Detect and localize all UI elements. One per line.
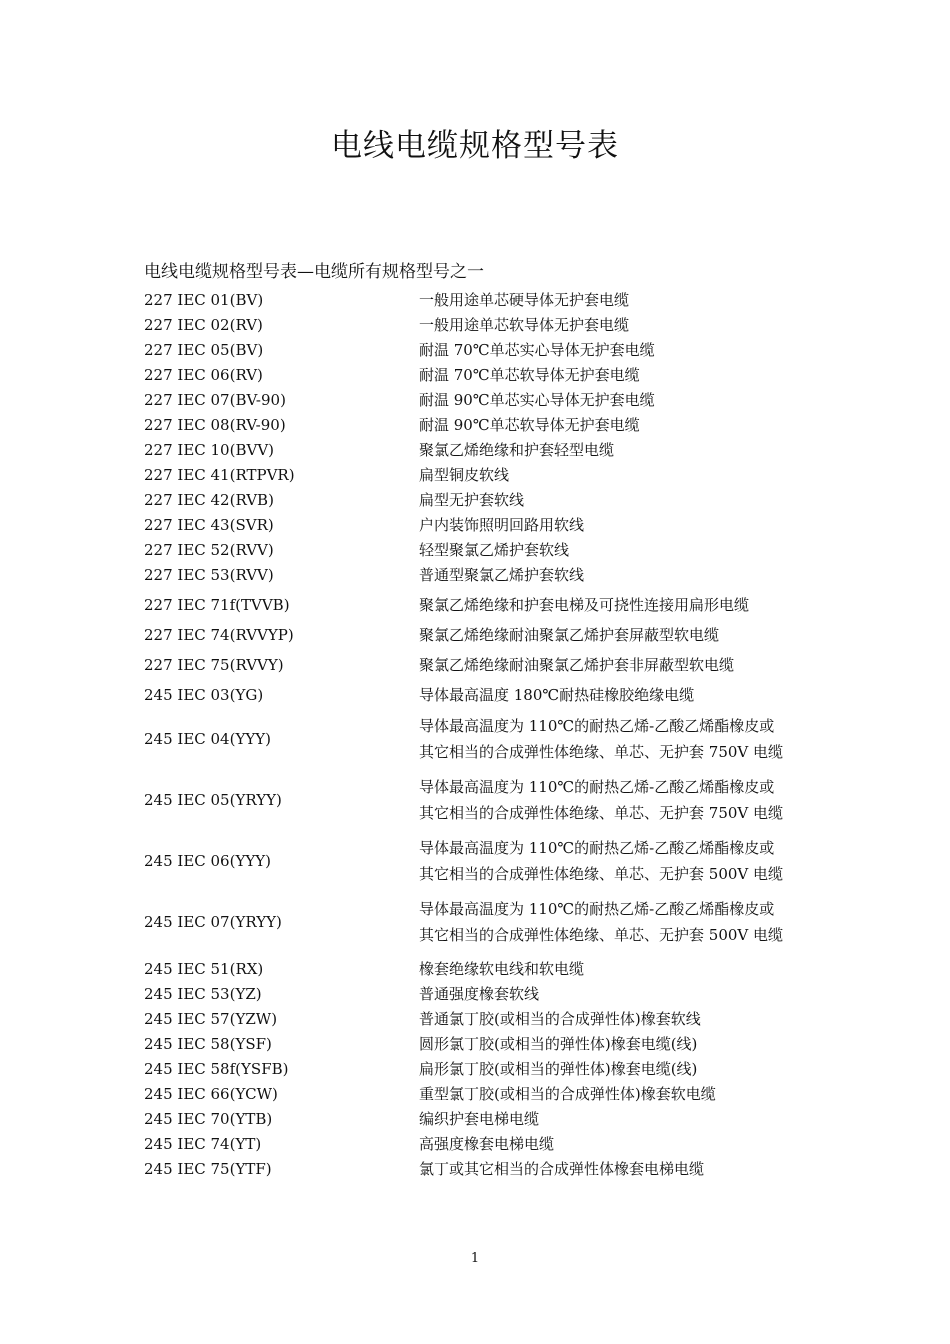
model-code: 227 IEC 41(RTPVR) [144,466,295,484]
model-description [419,593,834,618]
model-description [419,1007,834,1032]
table-row [144,488,834,513]
model-code: 245 IEC 03(YG) [144,686,264,704]
model-code: 227 IEC 75(RVVY) [144,656,284,674]
model-code: 245 IEC 70(YTB) [144,1110,273,1128]
section-subtitle: 电线电缆规格型号表—电缆所有规格型号之一 [144,262,484,282]
model-code: 245 IEC 57(YZW) [144,1010,278,1028]
description-line: 扁型铜皮软线 [419,466,510,484]
model-code: 227 IEC 01(BV) [144,291,264,309]
model-description [419,1157,834,1182]
description-line: 其它相当的合成弹性体绝缘、单芯、无护套 750V 电缆 [419,804,784,822]
table-row [144,538,834,563]
table-row [144,1007,834,1032]
description-line: 耐温 90℃单芯软导体无护套电缆 [419,416,640,434]
model-description [419,982,834,1007]
description-line: 扁型无护套软线 [419,491,525,509]
model-description [419,563,834,588]
model-description [419,957,834,982]
table-row [144,1057,834,1082]
model-description [419,653,834,678]
model-description [419,513,834,538]
model-code: 227 IEC 02(RV) [144,316,263,334]
model-description [419,438,834,463]
model-description [419,488,834,513]
model-code: 227 IEC 71f(TVVB) [144,596,290,614]
model-code: 245 IEC 58(YSF) [144,1035,272,1053]
table-row [144,774,834,826]
table-row [144,683,834,708]
description-line: 导体最高温度 180℃耐热硅橡胶绝缘电缆 [419,686,695,704]
description-line: 导体最高温度为 110℃的耐热乙烯-乙酸乙烯酯橡皮或 [419,717,775,735]
model-code: 227 IEC 05(BV) [144,341,264,359]
model-code: 245 IEC 07(YRYY) [144,912,282,931]
table-row [144,957,834,982]
model-code: 227 IEC 08(RV-90) [144,416,286,434]
table-row [144,288,834,313]
model-description [419,338,834,363]
table-row [144,896,834,948]
description-line: 普通强度橡套软线 [419,985,540,1003]
table-row [144,1107,834,1132]
description-line: 圆形氯丁胶(或相当的弹性体)橡套电缆(线) [419,1035,698,1053]
table-row [144,1157,834,1182]
description-line: 导体最高温度为 110℃的耐热乙烯-乙酸乙烯酯橡皮或 [419,778,775,796]
description-line: 轻型聚氯乙烯护套软线 [419,541,570,559]
description-line: 耐温 70℃单芯实心导体无护套电缆 [419,341,655,359]
description-line: 耐温 70℃单芯软导体无护套电缆 [419,366,640,384]
model-code: 245 IEC 74(YT) [144,1135,262,1153]
model-description [419,1082,834,1107]
table-row [144,413,834,438]
model-description [419,1032,834,1057]
description-line: 导体最高温度为 110℃的耐热乙烯-乙酸乙烯酯橡皮或 [419,839,775,857]
model-code: 227 IEC 74(RVVYP) [144,626,294,644]
model-code: 245 IEC 53(YZ) [144,985,262,1003]
description-line: 聚氯乙烯绝缘和护套轻型电缆 [419,441,615,459]
table-row [144,835,834,887]
model-description [419,388,834,413]
description-line: 聚氯乙烯绝缘和护套电梯及可挠性连接用扁形电缆 [419,596,750,614]
table-row [144,438,834,463]
description-line: 橡套绝缘软电线和软电缆 [419,960,585,978]
model-description [419,463,834,488]
description-line: 其它相当的合成弹性体绝缘、单芯、无护套 500V 电缆 [419,865,784,883]
model-code: 245 IEC 06(YYY) [144,851,272,870]
description-line: 氯丁或其它相当的合成弹性体橡套电梯电缆 [419,1160,705,1178]
model-code: 227 IEC 07(BV-90) [144,391,286,409]
table-row [144,563,834,588]
model-code: 227 IEC 10(BVV) [144,441,274,459]
model-description [419,288,834,313]
model-description [419,774,834,826]
description-line: 一般用途单芯硬导体无护套电缆 [419,291,630,309]
model-code: 227 IEC 52(RVV) [144,541,274,559]
table-row [144,1082,834,1107]
model-description [419,363,834,388]
description-line: 导体最高温度为 110℃的耐热乙烯-乙酸乙烯酯橡皮或 [419,900,775,918]
model-description [419,896,834,948]
model-code: 227 IEC 43(SVR) [144,516,274,534]
description-line: 高强度橡套电梯电缆 [419,1135,555,1153]
model-description [419,623,834,648]
description-line: 编织护套电梯电缆 [419,1110,540,1128]
spec-table [144,288,834,1182]
model-code: 245 IEC 51(RX) [144,960,264,978]
description-line: 户内装饰照明回路用软线 [419,516,585,534]
table-row [144,653,834,678]
table-row [144,982,834,1007]
model-code: 227 IEC 06(RV) [144,366,263,384]
description-line: 其它相当的合成弹性体绝缘、单芯、无护套 750V 电缆 [419,743,784,761]
model-code: 245 IEC 04(YYY) [144,729,272,748]
table-row [144,338,834,363]
model-code: 245 IEC 58f(YSFB) [144,1060,289,1078]
description-line: 聚氯乙烯绝缘耐油聚氯乙烯护套非屏蔽型软电缆 [419,656,735,674]
table-row [144,593,834,618]
page-title: 电线电缆规格型号表 [331,128,619,164]
model-description [419,1132,834,1157]
model-description [419,683,834,708]
description-line: 其它相当的合成弹性体绝缘、单芯、无护套 500V 电缆 [419,926,784,944]
model-code: 245 IEC 75(YTF) [144,1160,272,1178]
table-row [144,313,834,338]
table-row [144,623,834,648]
description-line: 扁形氯丁胶(或相当的弹性体)橡套电缆(线) [419,1060,698,1078]
model-code: 227 IEC 42(RVB) [144,491,274,509]
model-code: 245 IEC 05(YRYY) [144,790,282,809]
model-description [419,1057,834,1082]
description-line: 重型氯丁胶(或相当的合成弹性体)橡套软电缆 [419,1085,716,1103]
description-line: 一般用途单芯软导体无护套电缆 [419,316,630,334]
model-description [419,538,834,563]
model-description [419,835,834,887]
model-description [419,1107,834,1132]
description-line: 聚氯乙烯绝缘耐油聚氯乙烯护套屏蔽型软电缆 [419,626,720,644]
description-line: 耐温 90℃单芯实心导体无护套电缆 [419,391,655,409]
page-number: 1 [470,1251,480,1266]
model-description [419,313,834,338]
model-description [419,713,834,765]
model-code: 227 IEC 53(RVV) [144,566,274,584]
table-row [144,363,834,388]
description-line: 普通型聚氯乙烯护套软线 [419,566,585,584]
table-row [144,1132,834,1157]
description-line: 普通氯丁胶(或相当的合成弹性体)橡套软线 [419,1010,701,1028]
model-code: 245 IEC 66(YCW) [144,1085,278,1103]
table-row [144,463,834,488]
table-row [144,513,834,538]
table-row [144,388,834,413]
table-row [144,1032,834,1057]
table-row [144,713,834,765]
model-description [419,413,834,438]
